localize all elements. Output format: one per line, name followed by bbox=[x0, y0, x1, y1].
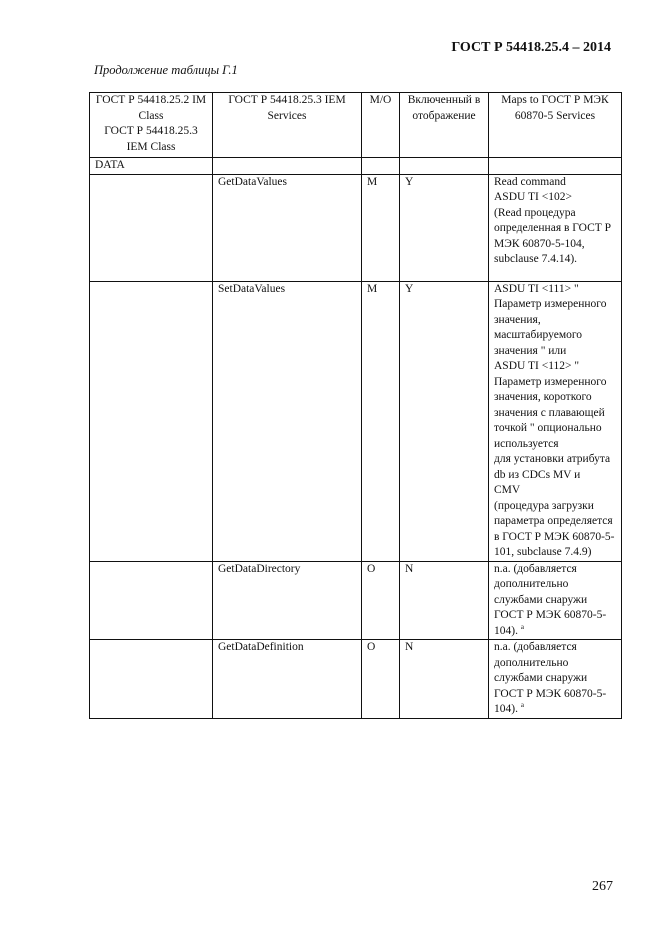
table-row bbox=[90, 174, 622, 281]
included-value: N bbox=[400, 561, 489, 640]
page-number: 267 bbox=[592, 879, 613, 894]
table-header-row bbox=[90, 93, 622, 158]
service-name: SetDataValues bbox=[213, 281, 362, 561]
mo-value: O bbox=[362, 561, 400, 640]
mo-value: M bbox=[362, 174, 400, 281]
footnote-mark: a bbox=[520, 701, 524, 710]
section-row bbox=[90, 158, 622, 175]
header-iem-services: ГОСТ Р 54418.25.3 IEM Services bbox=[213, 93, 362, 158]
footnote-mark: a bbox=[520, 622, 524, 631]
header-im-class: ГОСТ Р 54418.25.2 IM Class ГОСТ Р 54418.25.3 IEM Class bbox=[90, 93, 213, 158]
mo-value: O bbox=[362, 640, 400, 719]
section-label: DATA bbox=[90, 158, 213, 175]
mapping-table bbox=[89, 92, 622, 719]
maps-to-value: n.a. (добавляется дополнительно службами снаружи ГОСТ Р МЭК 60870-5-104). $^a$ bbox=[489, 561, 622, 640]
document-header: ГОСТ Р 54418.25.4 – 2014 bbox=[451, 40, 611, 55]
maps-to-value: Read command ASDU TI <102> (Read процедура определенная в ГОСТ Р МЭК 60870-5-104, subclause 7.4.14). bbox=[489, 174, 622, 281]
table-row bbox=[90, 281, 622, 561]
table-caption: Продолжение таблицы Г.1 bbox=[94, 63, 238, 77]
header-mo: M/O bbox=[362, 93, 400, 158]
included-value: Y bbox=[400, 174, 489, 281]
maps-to-value: n.a. (добавляется дополнительно службами снаружи ГОСТ Р МЭК 60870-5-104). $^a$ bbox=[489, 640, 622, 719]
included-value: Y bbox=[400, 281, 489, 561]
header-included: Включенный в отображение bbox=[400, 93, 489, 158]
header-maps-to: Maps to ГОСТ Р МЭК 60870-5 Services bbox=[489, 93, 622, 158]
table-row bbox=[90, 561, 622, 640]
service-name: GetDataDefinition bbox=[213, 640, 362, 719]
service-name: GetDataDirectory bbox=[213, 561, 362, 640]
included-value: N bbox=[400, 640, 489, 719]
maps-to-value: ASDU TI <111> " Параметр измеренного значения, масштабируемого значения " или ASDU TI <112> " Параметр измеренного значения, короткого значения с плавающей точкой " опционально используется для установки атрибута db из CDCs MV и CMV (процедура загрузки параметра определяется в ГОСТ Р МЭК 60870-5-101, subclause 7.4.9) bbox=[489, 281, 622, 561]
service-name: GetDataValues bbox=[213, 174, 362, 281]
table-row bbox=[90, 640, 622, 719]
mo-value: M bbox=[362, 281, 400, 561]
